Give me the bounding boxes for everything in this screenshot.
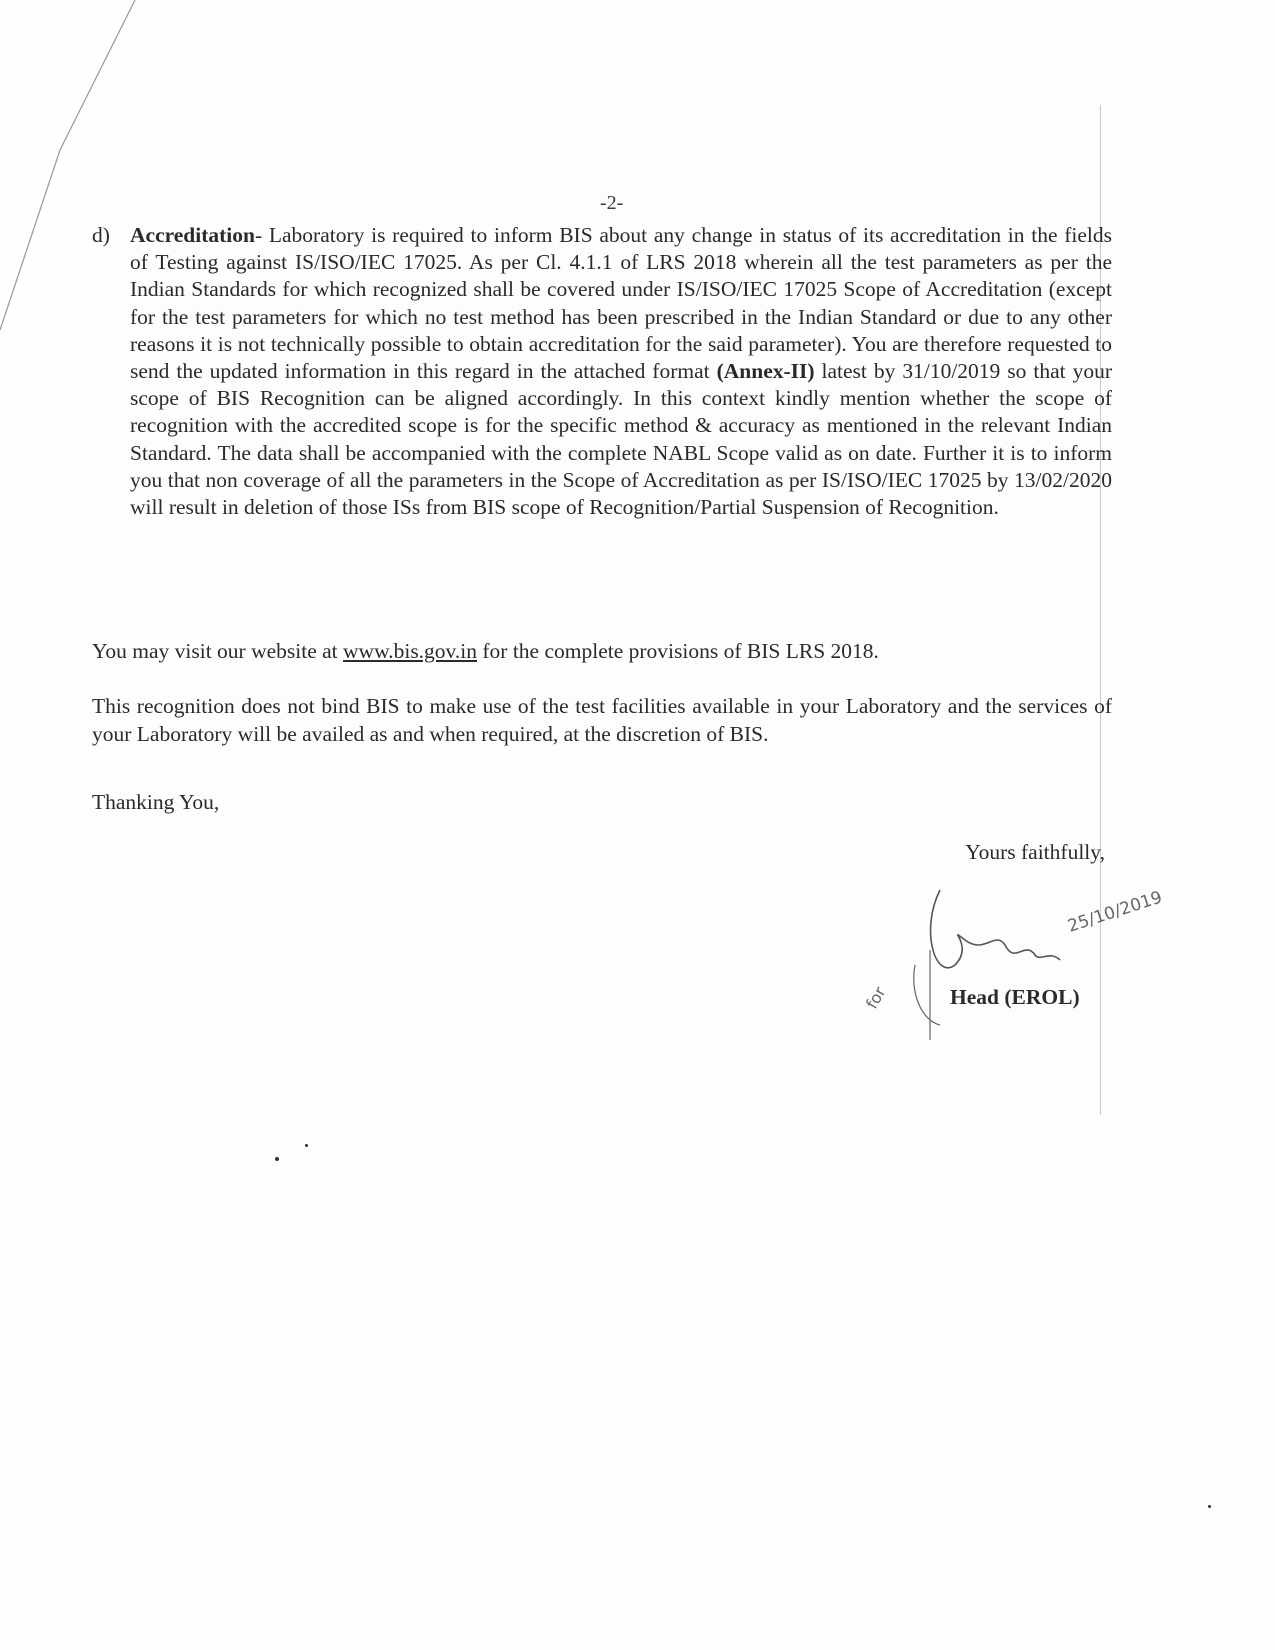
list-marker: d) [92, 223, 110, 247]
scan-speck [275, 1157, 279, 1161]
website-paragraph [92, 638, 1112, 665]
designation: Head (EROL) [950, 985, 1080, 1009]
website-text-before: You may visit our website at [92, 639, 344, 663]
signature-prefix: for [862, 983, 890, 1012]
website-link[interactable]: www.bis.gov.in [343, 639, 478, 663]
signature-date: 25/10/2019 [1065, 887, 1165, 937]
binding-paragraph: This recognition does not bind BIS to make use of the test facilities available in your Laboratory and the services of your Laboratory will be availed as and when required, at the discretion of BIS. [92, 694, 1112, 746]
scan-speck [1208, 1505, 1211, 1508]
accreditation-heading: Accreditation [130, 223, 255, 247]
accreditation-text-2: latest by 31/10/2019 so that your scope of BIS Recognition can be aligned accordingly. In this context kindly mention whether the scope of recognition with the accredited scope is for the specific method & accuracy as mentioned in the relevant Indian Standard. The data shall be accompanied with the complete NABL Scope valid as on date. Further it is to inform you that non coverage of all the parameters in the Scope of Accreditation as per IS/ISO/IEC 17025 by 13/02/2020 will result in deletion of those ISs from BIS scope of Recognition/Partial Suspension of Recognition. [130, 359, 1112, 520]
handwritten-signature [862, 870, 1210, 1070]
accreditation-text-1: - Laboratory is required to inform BIS about any change in status of its accreditation in the fields of Testing against IS/ISO/IEC 17025. As per Cl. 4.1.1 of LRS 2018 wherein all the test parameters as per the Indian Standards for which recognized shall be covered under IS/ISO/IEC 17025 Scope of Accreditation (except for the test parameters for which no test method has been prescribed in the Indian Standard or due to any other reasons it is not technically possible to obtain accreditation for the said parameter). You are therefore requested to send the updated information in this regard in the attached format [130, 223, 1112, 384]
accreditation-body [130, 222, 1112, 521]
scan-speck [305, 1144, 308, 1147]
thanking-line: Thanking You, [92, 790, 220, 814]
annex-label: (Annex-II) [716, 359, 815, 384]
website-text-after: for the complete provisions of BIS LRS 2018. [477, 639, 879, 663]
page-number: -2- [600, 192, 624, 214]
closing-line: Yours faithfully, [965, 840, 1105, 864]
accreditation-paragraph [92, 222, 1112, 521]
